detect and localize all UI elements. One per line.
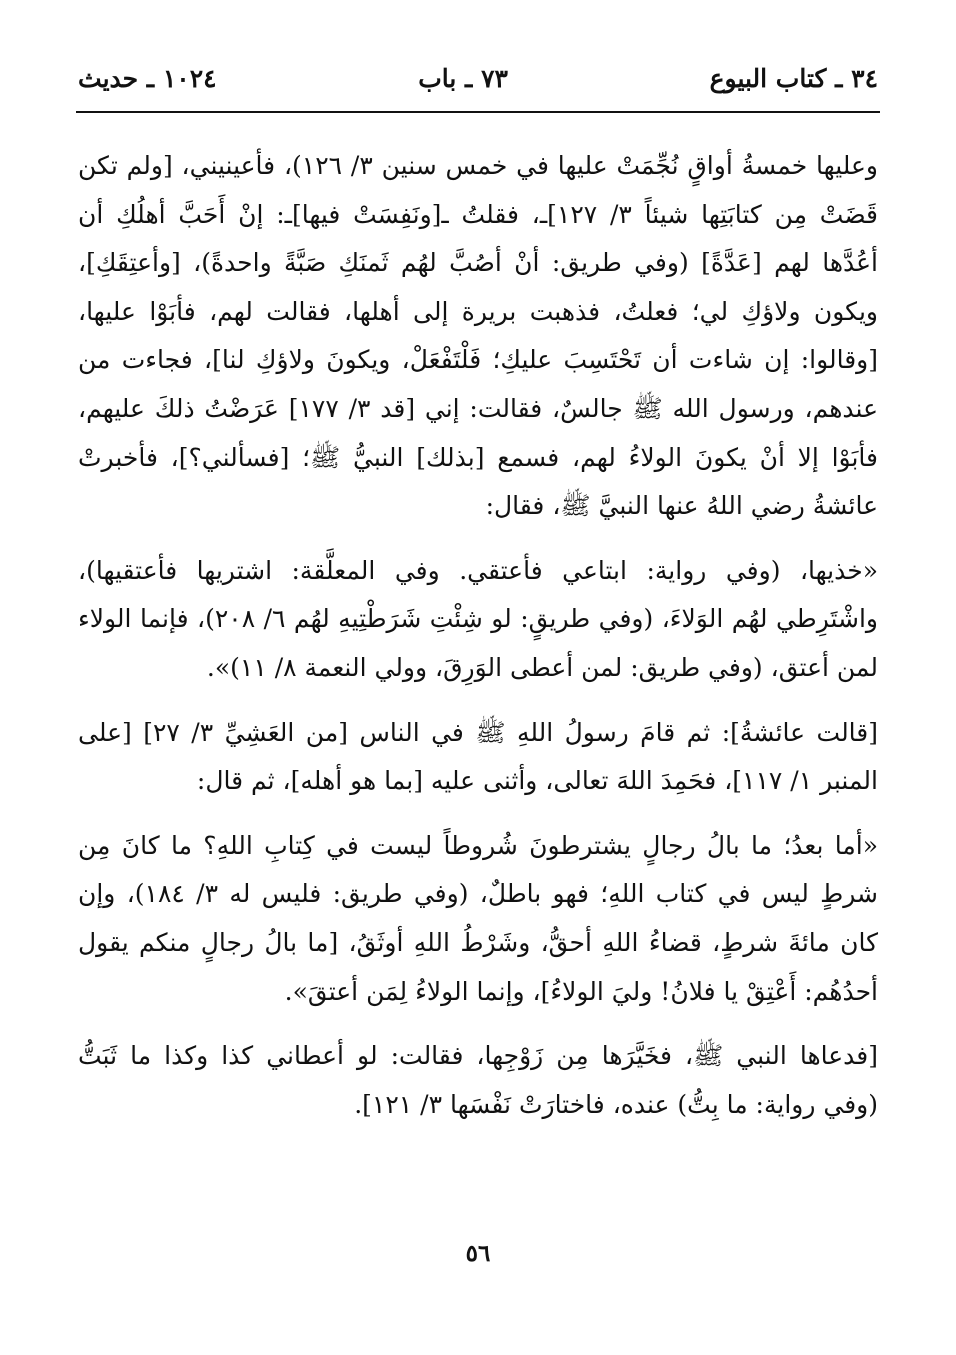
- paragraph: وعليها خمسةُ أواقٍ نُجِّمَتْ عليها في خمس سنين ٣/ ١٢٦)، فأعينيني، [ولم تكن قَضَتْ مِن كتابَتِها شيئاً ٣/ ١٢٧]ـ، فقلتُ ـ[ونَفِسَتْ فيها]ـ: إنْ أَحَبَّ أهلُكِ أن أعُدَّها لهم [عَدَّةً] (وفي طريق: أنْ أصُبَّ لهُم ثَمنَكِ صَبَّةً واحدةً)، [وأعتِقَكِ]، ويكون ولاؤكِ لي؛ فعلتُ، فذهبت بريرة إلى أهلها، فقالت لهم، فأبَوْا عليها، [وقالوا: إن شاءت أن تَحْتَسِبَ عليكِ؛ فَلْتَفْعَلْ، ويكونَ ولاؤكِ لنا]، فجاءت من عندهم، ورسول الله ﷺ جالسٌ، فقالت: إني [قد ٣/ ١٧٧] عَرَضْتُ ذلكَ عليهم، فأبَوْا إلا أنْ يكونَ الولاءُ لهم، فسمع [بذلك] النبيُّ ﷺ؛ [فسألني؟]، فأخبرتْ عائشةُ رضي اللهُ عنها النبيَّ ﷺ، فقال:: [78, 151, 879, 521]
- page-number: ٥٦: [465, 1240, 491, 1267]
- header-rule: [76, 111, 880, 113]
- chapter-title: ٧٣ ـ باب: [418, 63, 508, 93]
- paragraph: «خذيها، (وفي رواية: ابتاعي فأعتقي. وفي المعلَّقة: اشتريها فأعتقيها)، واشْتَرِطي لهُم الوَلاءَ، (وفي طريقٍ: لو شِئْتِ شَرَطْتِيهِ لهُم ٦/ ٢٠٨)، فإنما الولاء لمن أعتق، (وفي طريق: لمن أعطى الوَرِقَ، وولي النعمة ٨/ ١١)».: [78, 555, 879, 682]
- running-header: [78, 58, 878, 98]
- book-title: ٣٤ ـ كتاب البيوع: [709, 63, 878, 93]
- main-text: [78, 142, 878, 1129]
- hadith-number: ١٠٢٤ ـ حديث: [78, 63, 217, 93]
- paragraph: [قالت عائشةُ]: ثم قامَ رسولُ اللهِ ﷺ في الناس [من العَشِيِّ ٣/ ٢٧] [على المنبر ١/ ١١٧]، فحَمِدَ اللهَ تعالى، وأثنى عليه [بما هو أهله]، ثم قال:: [78, 717, 879, 796]
- paragraph: «أما بعدُ؛ ما بالُ رجالٍ يشترطونَ شُروطاً ليست في كِتابِ اللهِ؟ ما كانَ مِن شرطٍ ليس في كتاب اللهِ؛ فهو باطلٌ، (وفي طريق: فليس له ٣/ ١٨٤)، وإن كان مائةَ شرطٍ، قضاءُ اللهِ أحقُّ، وشَرْطُ اللهِ أوثَقُ، [ما بالُ رجالٍ منكم يقول أحدُهُم: أَعْتِقْ يا فلانُ! وليَ الولاءُ]، وإنما الولاءُ لِمَن أعتقَ».: [78, 830, 878, 1006]
- paragraph: [فدعاها النبي ﷺ، فخَيَّرَها مِن زَوْجِها، فقالت: لو أعطاني كذا وكذا ما ثَبَتُّ (وفي رواية: ما بِتُّ) عنده، فاختارَتْ نَفْسَها ٣/ ١٢١].: [78, 1041, 878, 1119]
